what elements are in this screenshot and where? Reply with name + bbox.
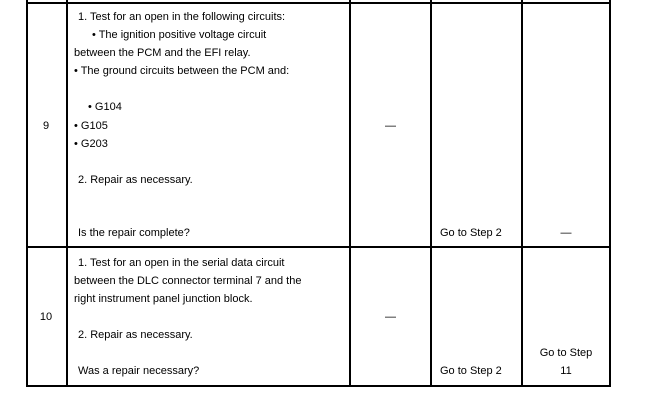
action-line: • G105	[74, 120, 108, 132]
action-line: 2. Repair as necessary.	[78, 174, 193, 186]
yes-action: Go to Step 2	[440, 365, 502, 377]
no-action-step: 11	[560, 365, 572, 377]
diagnostic-table	[26, 0, 611, 387]
action-line: • G104	[88, 101, 122, 113]
column-divider-yes	[521, 0, 523, 387]
no-action: Go to Step	[539, 347, 593, 359]
value-cell: —	[385, 120, 396, 132]
yes-action: Go to Step 2	[440, 227, 502, 239]
no-action: —	[560, 227, 572, 239]
table-right-border	[609, 0, 611, 387]
column-divider-value	[430, 0, 432, 387]
row-divider	[26, 246, 611, 248]
column-divider-action	[349, 0, 351, 387]
value-cell: —	[385, 311, 396, 323]
action-line: • The ground circuits between the PCM and:	[74, 65, 290, 77]
action-line: 1. Test for an open in the serial data circuit	[78, 257, 285, 269]
action-line: 1. Test for an open in the following circuits:	[78, 11, 286, 23]
action-question: Was a repair necessary?	[78, 365, 200, 377]
action-line: • The ignition positive voltage circuit	[92, 29, 267, 41]
action-question: Is the repair complete?	[78, 227, 190, 239]
step-number: 10	[39, 311, 53, 323]
action-line: between the PCM and the EFI relay.	[74, 47, 251, 59]
column-divider-step	[66, 0, 68, 387]
action-line: between the DLC connector terminal 7 and the	[74, 275, 302, 287]
step-number: 9	[42, 120, 50, 132]
action-line: 2. Repair as necessary.	[78, 329, 193, 341]
table-top-border	[26, 2, 611, 4]
action-line: right instrument panel junction block.	[74, 293, 253, 305]
table-left-border	[26, 0, 28, 387]
action-line: • G203	[74, 138, 108, 150]
table-bottom-border	[26, 385, 611, 387]
